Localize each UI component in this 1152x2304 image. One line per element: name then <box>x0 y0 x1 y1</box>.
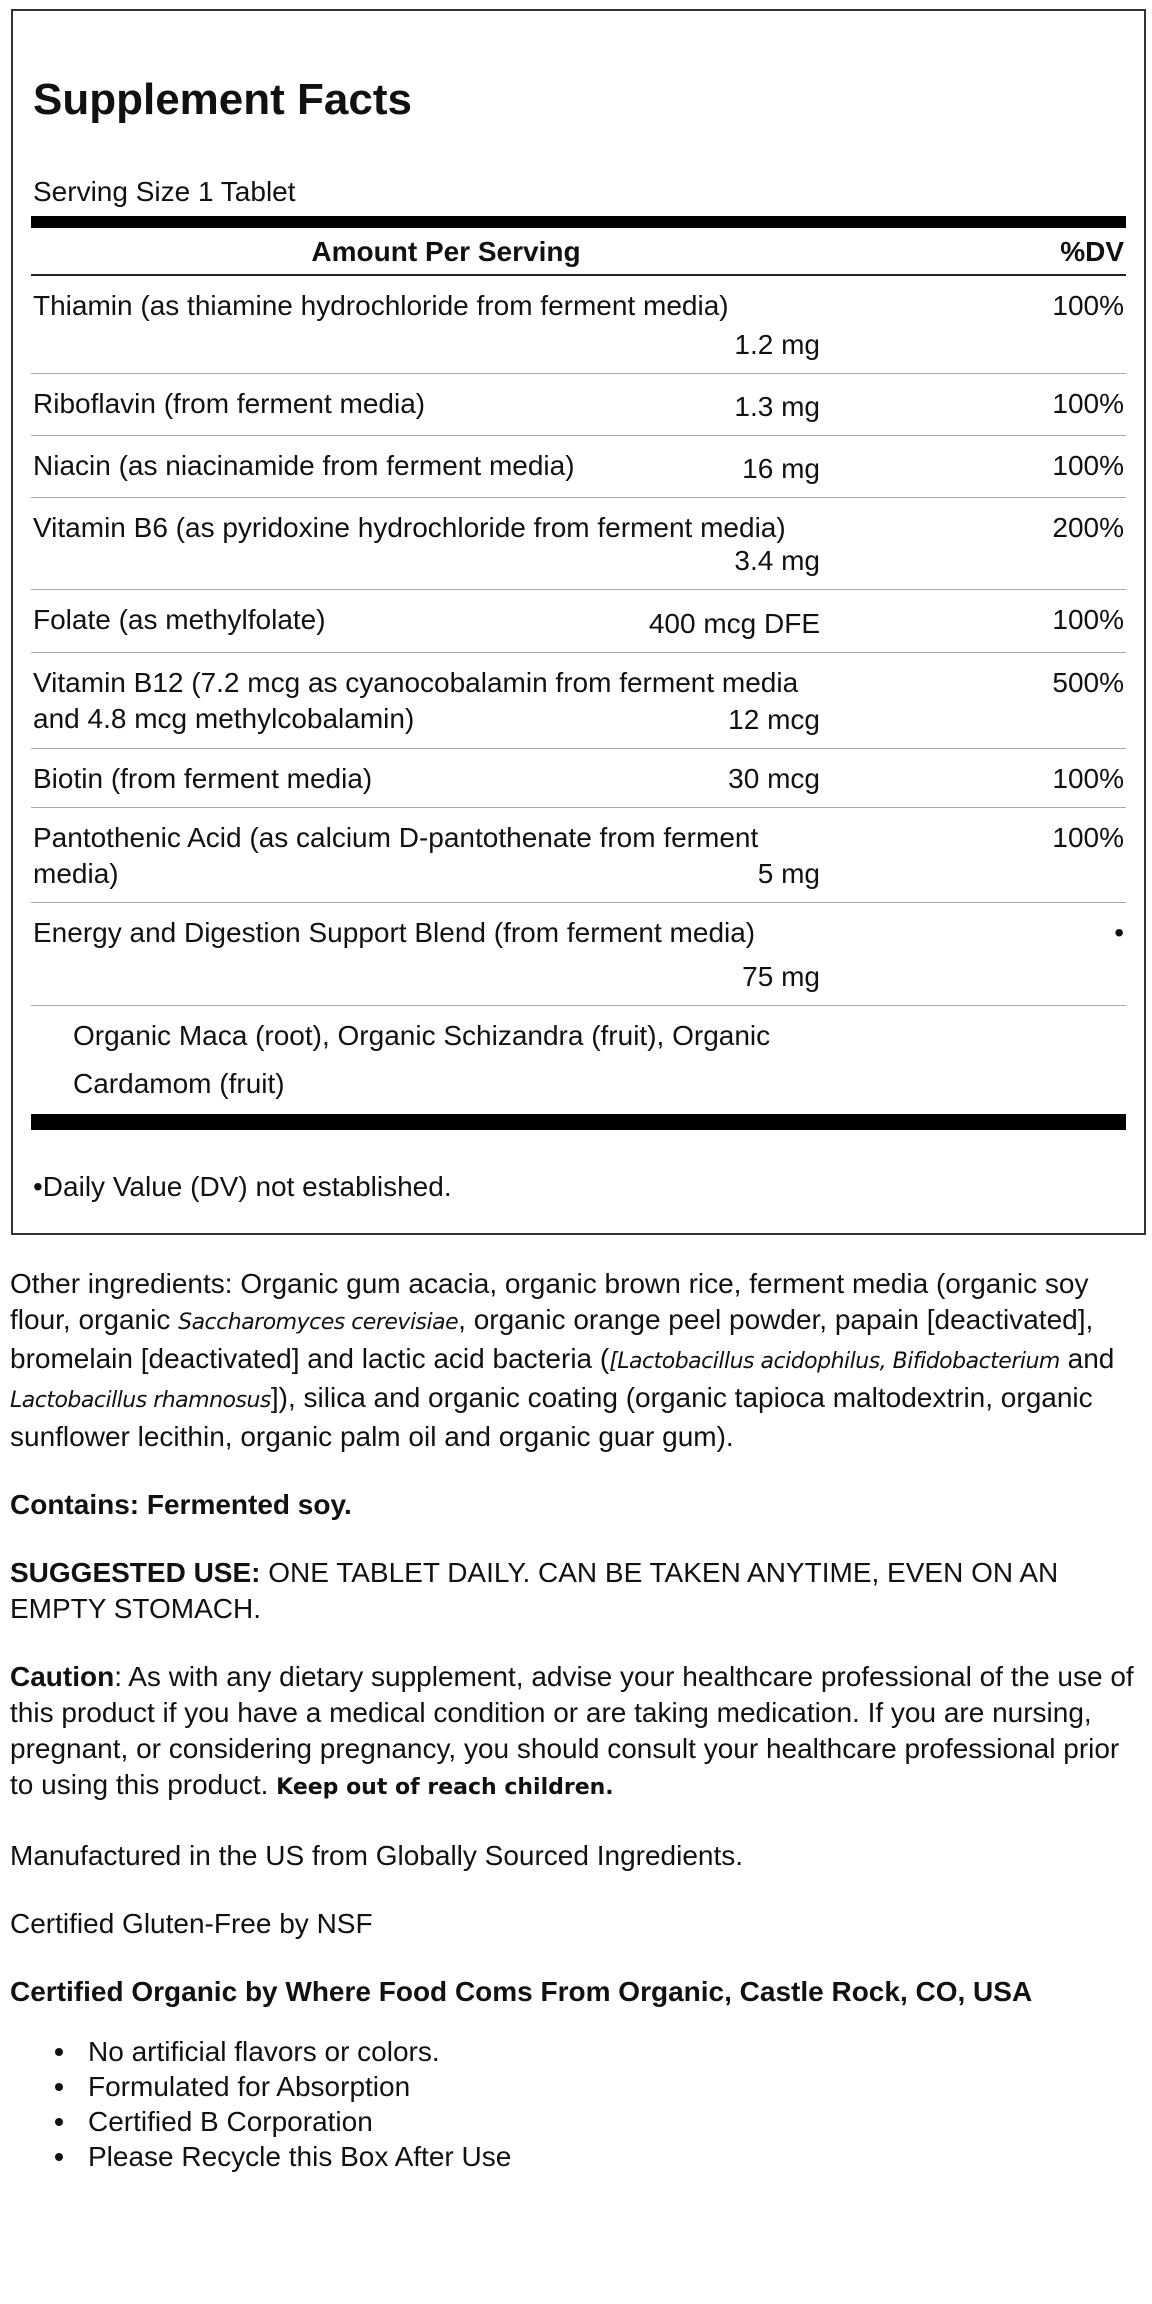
supplement-facts-panel <box>11 9 1146 1235</box>
blend-ingredients <box>31 1006 1126 1113</box>
nutrient-dv: 100% <box>1052 822 1124 853</box>
list-item: Please Recycle this Box After Use <box>10 2139 1145 2174</box>
nutrient-dv: 500% <box>1052 667 1124 698</box>
nutrient-row <box>31 276 1126 374</box>
nutrient-name: Thiamin (as thiamine hydrochloride from ferment media) <box>33 290 729 321</box>
panel-title: Supplement Facts <box>33 75 412 124</box>
contains-statement: Contains: Fermented soy. <box>10 1489 352 1520</box>
nutrient-row <box>31 808 1126 903</box>
nutrient-amount: 1.3 mg <box>734 391 820 422</box>
nutrient-name: Riboflavin (from ferment media) <box>33 388 426 419</box>
nutrient-dv: 100% <box>1052 604 1124 635</box>
nutrient-amount: 5 mg <box>757 858 820 889</box>
feature-list <box>10 2034 1145 2174</box>
suggested-use: SUGGESTED USE: ONE TABLET DAILY. CAN BE TAKEN ANYTIME, EVEN ON AN EMPTY STOMACH. <box>10 1557 1059 1624</box>
nutrient-dv: 100% <box>1052 450 1124 481</box>
nutrient-amount: 1.2 mg <box>734 329 820 360</box>
nutrient-row <box>31 903 1126 1006</box>
nutrient-dv: 200% <box>1052 512 1124 543</box>
nutrient-amount: 30 mcg <box>728 763 820 794</box>
nutrient-row <box>31 374 1126 436</box>
organic-cert: Certified Organic by Where Food Coms From Organic, Castle Rock, CO, USA <box>10 1976 1033 2007</box>
nutrient-row <box>31 436 1126 498</box>
nutrient-dv: 100% <box>1052 290 1124 321</box>
header-amount: Amount Per Serving <box>311 236 581 267</box>
nutrient-dv: • <box>1114 917 1124 948</box>
table-header <box>31 236 1126 276</box>
other-ingredients: Other ingredients: Organic gum acacia, organic brown rice, ferment media (organic soy flour, organic Saccharomyces cerevisiae, organic orange peel powder, papain [deactivated], bromelain [deactivated] and lactic acid bacteria ([Lactobacillus acidophilus, Bifidobacterium and Lactobacillus rhamnosus]), silica and organic coating (organic tapioca maltodextrin, organic sunflower lecithin, organic palm oil and organic guar gum). <box>10 1268 1115 1452</box>
gluten-free: Certified Gluten-Free by NSF <box>10 1908 373 1939</box>
nutrient-table <box>31 276 1126 1113</box>
nutrient-name: Vitamin B6 (as pyridoxine hydrochloride from ferment media) <box>33 512 786 543</box>
nutrient-name: Niacin (as niacinamide from ferment media) <box>33 450 575 481</box>
nutrient-name: Biotin (from ferment media) <box>33 763 373 794</box>
nutrient-name: Pantothenic Acid (as calcium D-pantothenate from ferment media) <box>33 822 759 889</box>
thick-rule <box>31 1114 1126 1130</box>
list-item: No artificial flavors or colors. <box>10 2034 1145 2069</box>
nutrient-row <box>31 498 1126 590</box>
nutrient-row <box>31 653 1126 749</box>
nutrient-amount: 3.4 mg <box>734 545 820 576</box>
caution: Caution: As with any dietary supplement, advise your healthcare professional of the use of this product if you have a medical condition or are taking medication. If you are nursing, pregnant, or considering pregnancy, you should consult your healthcare professional prior to using this product. Keep out of reach children. <box>10 1661 1134 1800</box>
nutrient-row <box>31 590 1126 653</box>
nutrient-name: Folate (as methylfolate) <box>33 604 326 635</box>
list-item: Formulated for Absorption <box>10 2069 1145 2104</box>
nutrient-row <box>31 749 1126 808</box>
serving-size: Serving Size 1 Tablet <box>33 176 296 207</box>
label-text <box>10 1266 1145 2174</box>
thick-rule <box>31 216 1126 228</box>
list-item: Certified B Corporation <box>10 2104 1145 2139</box>
nutrient-amount: 75 mg <box>742 961 820 992</box>
blend-ingredients-text: Organic Maca (root), Organic Schizandra (fruit), Organic Cardamom (fruit) <box>73 1020 771 1099</box>
nutrient-name: Vitamin B12 (7.2 mcg as cyanocobalamin from ferment media and 4.8 mcg methylcobalamin) <box>33 667 799 734</box>
nutrient-amount: 400 mcg DFE <box>648 608 820 639</box>
footnote: •Daily Value (DV) not established. <box>33 1171 452 1202</box>
header-dv: %DV <box>1060 236 1124 267</box>
nutrient-dv: 100% <box>1052 763 1124 794</box>
nutrient-amount: 12 mcg <box>728 704 820 735</box>
nutrient-dv: 100% <box>1052 388 1124 419</box>
nutrient-name: Energy and Digestion Support Blend (from ferment media) <box>33 917 756 948</box>
manufactured: Manufactured in the US from Globally Sourced Ingredients. <box>10 1840 744 1871</box>
nutrient-amount: 16 mg <box>742 453 820 484</box>
